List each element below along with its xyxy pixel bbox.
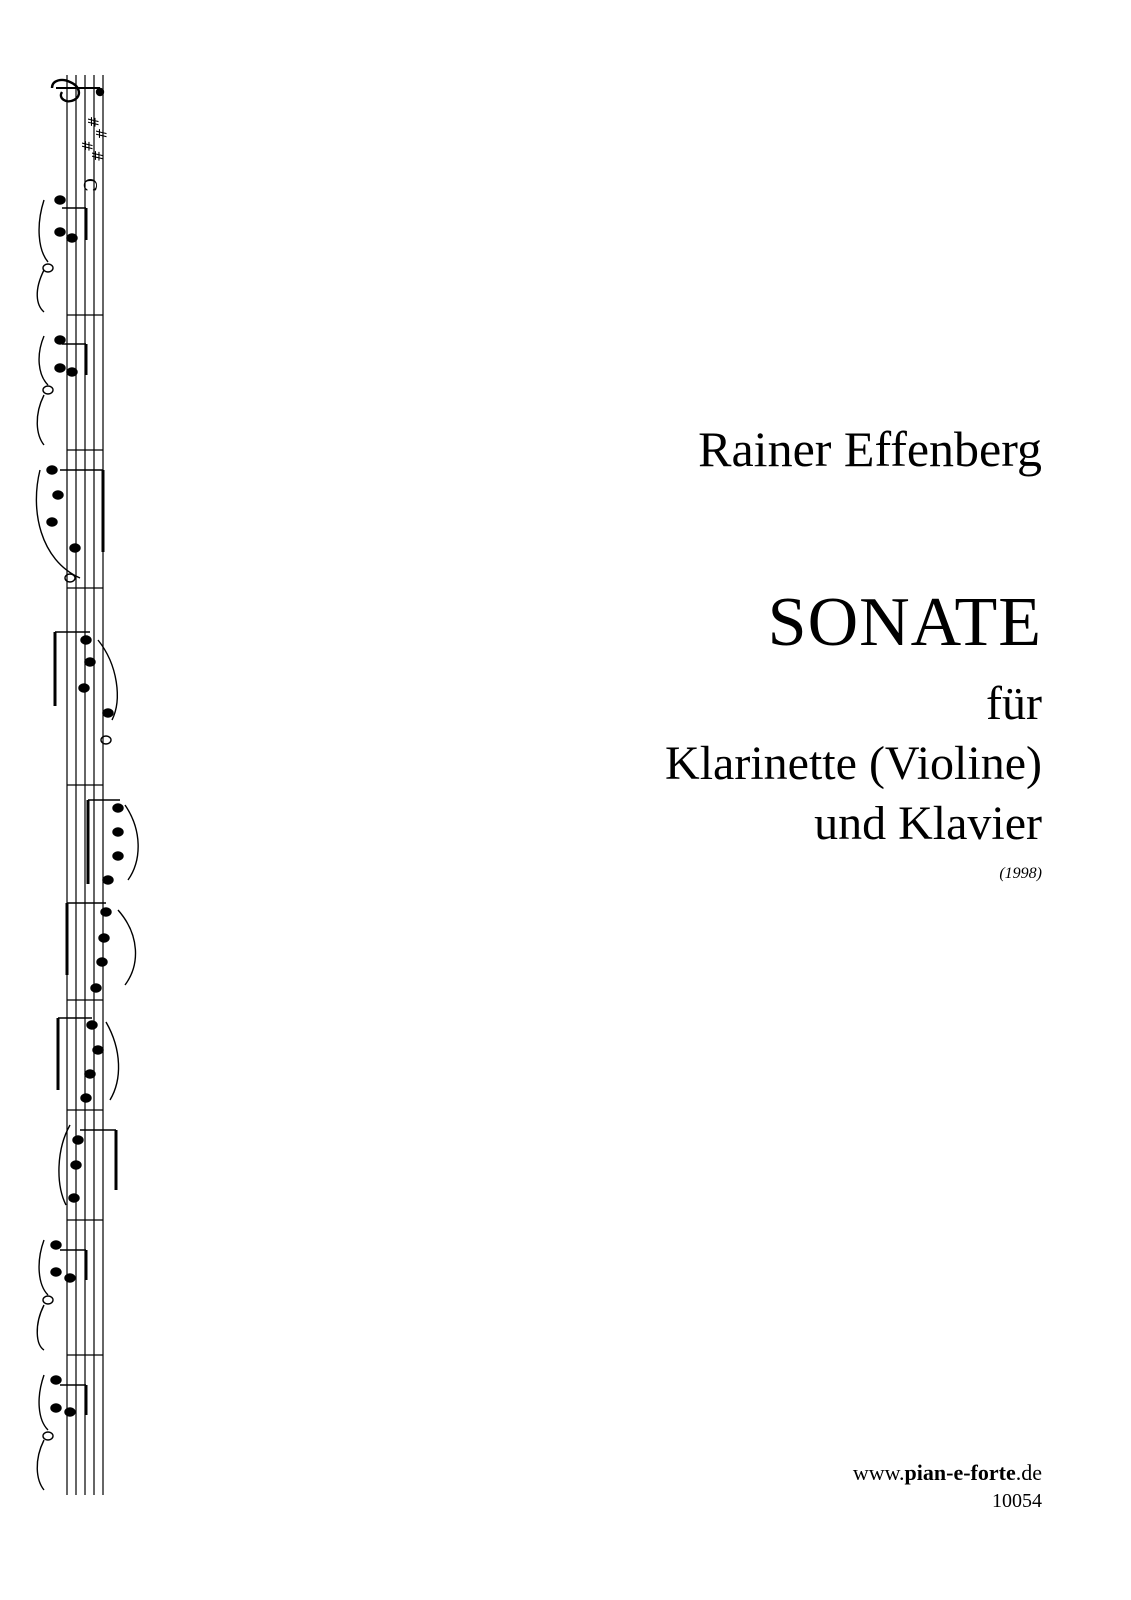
time-signature-icon: C: [79, 178, 100, 192]
website-prefix: www.: [852, 1460, 905, 1485]
svg-text:#: #: [78, 140, 94, 152]
svg-text:#: #: [92, 128, 108, 140]
composer-name: Rainer Effenberg: [698, 421, 1042, 477]
instrumentation-line-2: und Klavier: [814, 797, 1042, 850]
treble-clef-icon: [52, 80, 103, 101]
catalog-number: 10054: [992, 1490, 1042, 1512]
publisher-website[interactable]: [853, 1462, 1042, 1484]
svg-text:#: #: [88, 150, 104, 162]
music-staff-decoration: [0, 0, 200, 1600]
composition-year: (1998): [999, 865, 1042, 882]
instrumentation-line-1: Klarinette (Violine): [665, 737, 1042, 790]
website-name: pian-e-forte: [904, 1460, 1016, 1485]
note-groups: [36, 196, 138, 1490]
svg-text:#: #: [84, 116, 100, 128]
subtitle-fuer: für: [986, 677, 1042, 730]
work-title: SONATE: [767, 584, 1042, 661]
website-suffix: .de: [1015, 1460, 1042, 1485]
